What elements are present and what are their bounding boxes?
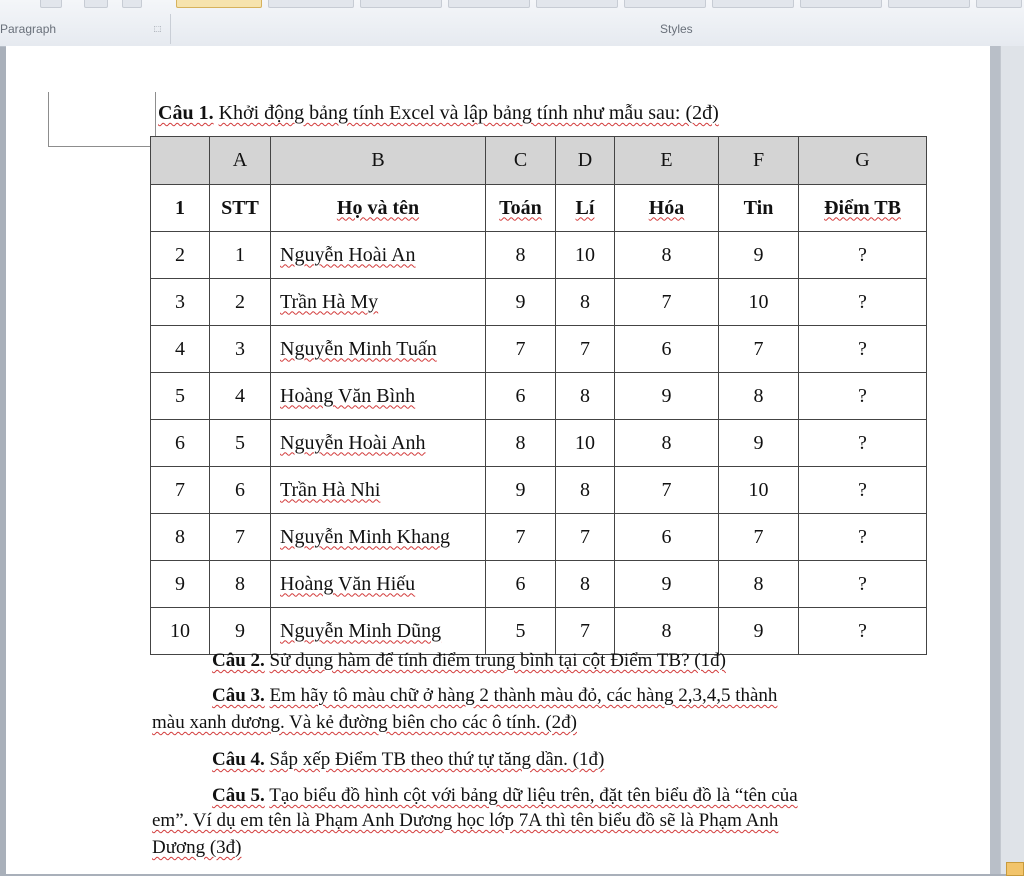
name-cell: Trần Hà My [271,279,486,326]
question-2: Câu 2. Sử dụng hàm để tính điểm trung bình tại cột Điểm TB? (1đ) [212,650,726,671]
corner-cell [151,137,210,185]
style-gallery-item[interactable] [360,0,442,8]
informatics-score: 9 [719,232,799,279]
math-score: 9 [486,279,556,326]
ribbon-tool-button[interactable] [40,0,62,8]
style-gallery-item[interactable] [888,0,970,8]
chemistry-score: 7 [615,279,719,326]
row-number: 7 [151,467,210,514]
average-cell: ? [799,232,927,279]
physics-score: 7 [556,608,615,655]
column-letter-row [151,137,927,185]
informatics-score: 10 [719,467,799,514]
name-cell: Hoàng Văn Bình [271,373,486,420]
informatics-score: 7 [719,514,799,561]
physics-score: 10 [556,420,615,467]
physics-score: 10 [556,232,615,279]
style-gallery-item[interactable] [800,0,882,8]
table-row [151,232,927,279]
table-row [151,420,927,467]
question-5-line2: em”. Ví dụ em tên là Phạm Anh Dương học lớp 7A thì tên biểu đồ sẽ là Phạm Anh [152,810,779,831]
physics-score: 8 [556,279,615,326]
chemistry-score: 7 [615,467,719,514]
math-score: 6 [486,561,556,608]
math-score: 9 [486,467,556,514]
math-score: 7 [486,514,556,561]
style-gallery-item[interactable] [624,0,706,8]
average-cell: ? [799,420,927,467]
name-cell: Nguyễn Minh Khang [271,514,486,561]
header-stt: STT [210,185,271,232]
name-cell: Nguyễn Minh Tuấn [271,326,486,373]
paragraph-group-label: Paragraph [0,22,57,36]
average-cell: ? [799,561,927,608]
grade-table [150,136,927,655]
column-header-f: F [719,137,799,185]
row-number: 2 [151,232,210,279]
table-row [151,467,927,514]
physics-score: 8 [556,467,615,514]
chemistry-score: 8 [615,232,719,279]
vertical-scrollbar[interactable] [1000,46,1024,874]
chemistry-score: 6 [615,514,719,561]
name-cell: Nguyễn Hoài Anh [271,420,486,467]
physics-score: 7 [556,326,615,373]
header-name: Họ và tên [271,185,486,232]
name-cell: Trần Hà Nhi [271,467,486,514]
stt-cell: 4 [210,373,271,420]
average-cell: ? [799,279,927,326]
row-number: 10 [151,608,210,655]
column-header-a: A [210,137,271,185]
informatics-score: 10 [719,279,799,326]
question-1-text: Khởi động bảng tính Excel và lập bảng tính như mẫu sau: (2đ) [218,102,719,124]
row-number: 1 [151,185,210,232]
stt-cell: 7 [210,514,271,561]
header-physics: Lí [556,185,615,232]
math-score: 8 [486,420,556,467]
question-1-label: Câu 1. [158,102,214,124]
informatics-score: 8 [719,373,799,420]
row-number: 9 [151,561,210,608]
styles-group-label: Styles [660,22,693,36]
style-gallery-item[interactable] [448,0,530,8]
informatics-score: 9 [719,420,799,467]
table-row [151,514,927,561]
physics-score: 7 [556,514,615,561]
average-cell: ? [799,467,927,514]
column-header-g: G [799,137,927,185]
header-chemistry: Hóa [615,185,719,232]
ribbon-tool-button[interactable] [84,0,108,8]
informatics-score: 7 [719,326,799,373]
column-header-e: E [615,137,719,185]
physics-score: 8 [556,561,615,608]
style-gallery-item[interactable] [536,0,618,8]
group-divider [170,14,171,44]
stt-cell: 1 [210,232,271,279]
informatics-score: 8 [719,561,799,608]
stt-cell: 6 [210,467,271,514]
style-gallery-item[interactable] [976,0,1022,8]
dialog-launcher-icon[interactable]: ⬚ [153,24,162,33]
table-row [151,561,927,608]
math-score: 8 [486,232,556,279]
row-number: 8 [151,514,210,561]
corner-box [48,92,156,147]
stt-cell: 5 [210,420,271,467]
question-3-line2: màu xanh dương. Và kẻ đường biên cho các ô tính. (2đ) [152,712,577,733]
field-header-row [151,185,927,232]
row-number: 5 [151,373,210,420]
stt-cell: 9 [210,608,271,655]
ribbon-toolbar-strip [0,0,1024,12]
header-math: Toán [486,185,556,232]
average-cell: ? [799,326,927,373]
table-row [151,373,927,420]
document-page[interactable] [6,46,990,874]
stt-cell: 8 [210,561,271,608]
question-5-line3: Dương (3đ) [152,837,242,858]
chemistry-score: 8 [615,420,719,467]
header-informatics: Tin [719,185,799,232]
average-cell: ? [799,608,927,655]
average-cell: ? [799,373,927,420]
name-cell: Nguyễn Minh Dũng [271,608,486,655]
question-3-line1: Câu 3. Em hãy tô màu chữ ở hàng 2 thành màu đỏ, các hàng 2,3,4,5 thành [212,685,778,706]
math-score: 5 [486,608,556,655]
informatics-score: 9 [719,608,799,655]
column-header-c: C [486,137,556,185]
chemistry-score: 6 [615,326,719,373]
stt-cell: 2 [210,279,271,326]
name-cell: Nguyễn Hoài An [271,232,486,279]
ribbon [0,0,1024,47]
column-header-d: D [556,137,615,185]
row-number: 3 [151,279,210,326]
table-row [151,326,927,373]
chemistry-score: 9 [615,561,719,608]
ribbon-tool-button[interactable] [122,0,142,8]
row-number: 6 [151,420,210,467]
math-score: 6 [486,373,556,420]
header-average: Điểm TB [799,185,927,232]
page-margin-edge [990,46,1000,874]
style-gallery-item-selected[interactable] [176,0,262,8]
name-cell: Hoàng Văn Hiếu [271,561,486,608]
row-number: 4 [151,326,210,373]
question-4: Câu 4. Sắp xếp Điểm TB theo thứ tự tăng dần. (1đ) [212,749,605,770]
style-gallery-item[interactable] [712,0,794,8]
physics-score: 8 [556,373,615,420]
question-5-line1: Câu 5. Tạo biểu đồ hình cột với bảng dữ liệu trên, đặt tên biểu đồ là “tên của [212,785,798,806]
column-header-b: B [271,137,486,185]
average-cell: ? [799,514,927,561]
chemistry-score: 8 [615,608,719,655]
stt-cell: 3 [210,326,271,373]
table-row [151,279,927,326]
question-1 [158,102,719,125]
style-gallery-item[interactable] [268,0,354,8]
math-score: 7 [486,326,556,373]
chemistry-score: 9 [615,373,719,420]
